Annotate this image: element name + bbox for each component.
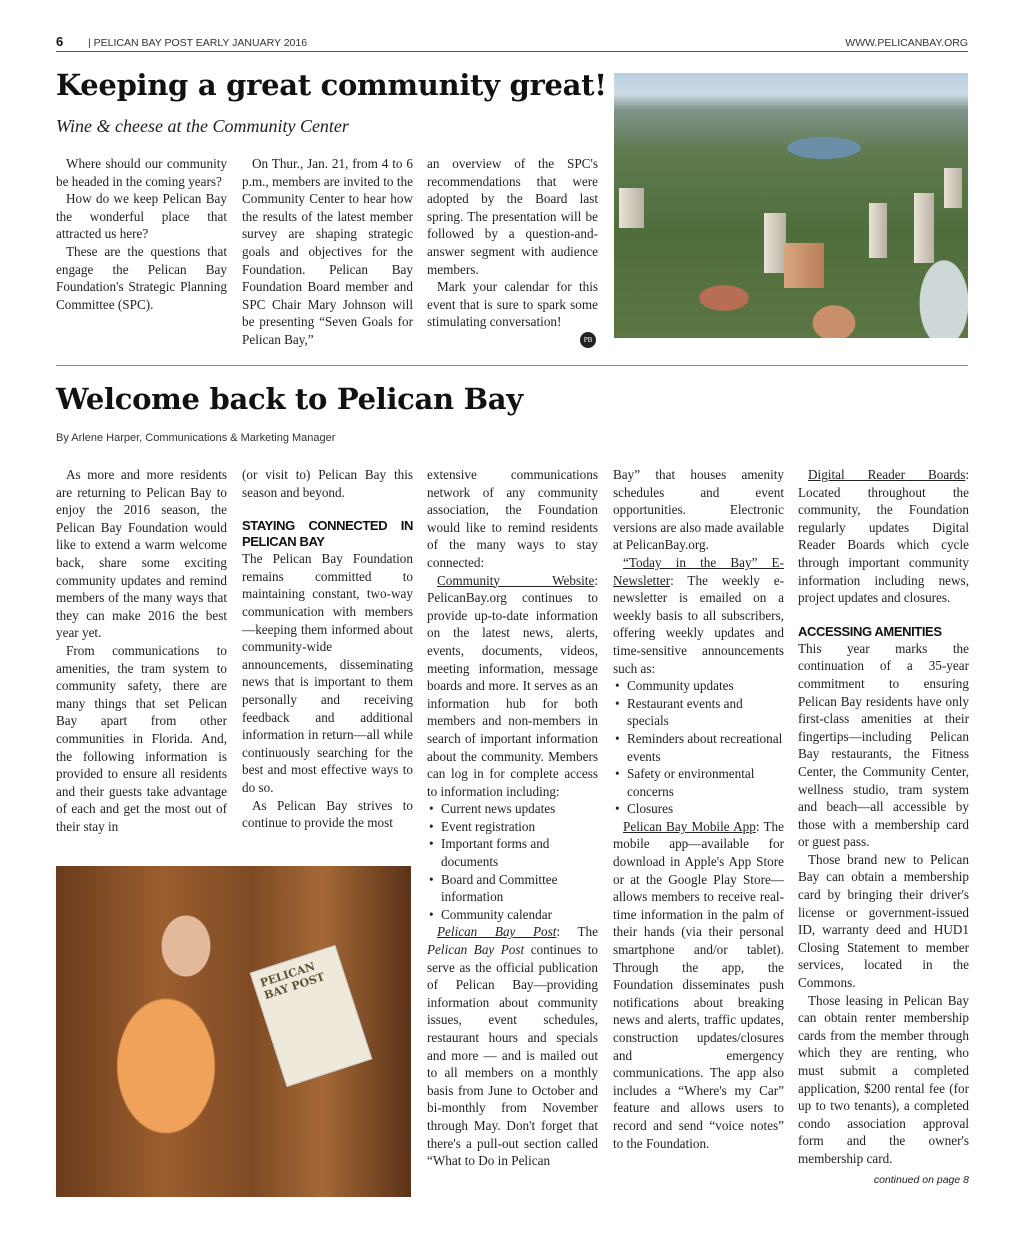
byline: By Arlene Harper, Communications & Marketing Manager — [56, 432, 336, 444]
article2-column-1 — [56, 466, 227, 835]
article1-title: Keeping a great community great! — [56, 68, 607, 102]
paragraph: (or visit to) Pelican Bay this season and beyond. — [242, 467, 413, 500]
list-item: • Closures — [613, 800, 784, 818]
publication-info: | PELICAN BAY POST EARLY JANUARY 2016 — [88, 37, 308, 49]
list-item: • Restaurant events and specials — [613, 695, 784, 730]
paragraph: Digital Reader Boards: Located throughout the community, the Foundation regularly updates Digital Reader Boards which cycle through important community information including news, project updates and closures. — [798, 467, 969, 606]
paragraph: Those brand new to Pelican Bay can obtain a membership card by bringing their driver's license or government-issued ID, warranty deed and HUD1 Closing Statement to member services, located in the Commons. — [798, 851, 969, 991]
paragraph: This year marks the continuation of a 35-year commitment to ensuring Pelican Bay residents have only first-class amenities at their fingertips—including Pelican Bay restaurants, the Fitness Center, the Community Center, wellness studio, tram system and beach—all accessible by those with a membership card or guest pass. — [798, 640, 969, 850]
section-heading: ACCESSING AMENITIES — [798, 623, 942, 639]
list-item: • Reminders about recreational events — [613, 730, 784, 765]
paragraph: From communications to amenities, the tram system to community safety, there are many things that set Pelican Bay apart from other communities in Florida. And, the following information is provided to ensure all residents and their guests take advantage of each and get the most out of their stay in — [56, 642, 227, 834]
end-mark-icon: PB — [580, 332, 596, 348]
list-item: • Current news updates — [427, 800, 598, 818]
paragraph: On Thur., Jan. 21, from 4 to 6 p.m., members are invited to the Community Center to hear how the results of the latest member survey are shaping strategic goals and objectives for the Foundation. Pelican Bay Foundation Board member and SPC Chair Mary Johnson will be presenting “Seven Goals for Pelican Bay,” — [242, 156, 413, 347]
article2-column-4 — [613, 466, 784, 1152]
article1-column-2 — [242, 155, 413, 349]
newspaper-in-photo: PELICAN BAY POST — [250, 945, 373, 1087]
section-heading: STAYING CONNECTED IN PELICAN BAY — [242, 518, 413, 550]
article1-column-1 — [56, 155, 227, 313]
list-item: • Community updates — [613, 677, 784, 695]
lead-in: Community Website — [437, 572, 595, 588]
paragraph: Where should our community be headed in the coming years? — [56, 156, 227, 189]
lead-in: Digital Reader Boards — [808, 467, 966, 482]
paragraph: The Pelican Bay Foundation remains committed to maintaining constant, two-way communication with members—keeping them informed about community-wide announcements, disseminating news that is important to them personally and receiving feedback and additional information in return—all while continuously searching for the best and most effective ways to do so. — [242, 551, 413, 795]
list-item: • Important forms and documents — [427, 835, 598, 870]
lead-in: Pelican Bay Post — [437, 924, 557, 940]
paragraph: Pelican Bay Post: The Pelican Bay Post continues to serve as the official publication of Pelican Bay—providing information about community issues, event schedules, restaurant hours and specials and more — and is mailed out to all members on a monthly basis from June to October and bi-monthly from November through May. Don't forget that there's a pull-out section called “What to Do in Pelican — [427, 924, 598, 1169]
article1-column-3 — [427, 155, 598, 331]
article1-subtitle: Wine & cheese at the Community Center — [56, 116, 349, 136]
paragraph: Bay” that houses amenity schedules and event opportunities. Electronic versions are also made available at PelicanBay.org. — [613, 467, 784, 553]
photo-man-reading-newspaper — [56, 866, 411, 1197]
list-item: • Board and Committee information — [427, 871, 598, 906]
list-item: • Event registration — [427, 818, 598, 836]
list-item: • Community calendar — [427, 906, 598, 924]
paragraph: extensive communications network of any community association, the Foundation would like to remind residents of the many ways to stay connected: — [427, 467, 598, 570]
paragraph: an overview of the SPC's recommendations that were adopted by the Board last spring. The presentation will be followed by a question-and-answer segment with audience members. — [427, 156, 598, 277]
article2-title: Welcome back to Pelican Bay — [56, 382, 523, 416]
continued-link[interactable]: continued on page 8 — [873, 1173, 969, 1186]
paragraph: Mark your calendar for this event that is sure to spark some stimulating conversation! — [427, 279, 598, 330]
lead-in: “Today in the Bay” E-Newsletter — [613, 554, 784, 588]
article2-column-2 — [242, 466, 413, 832]
paragraph: These are the questions that engage the Pelican Bay Foundation's Strategic Planning Committee (SPC). — [56, 243, 227, 312]
paragraph: Those leasing in Pelican Bay can obtain renter membership cards from the member through which they are renting, who must submit a completed application, $200 rental fee (for up to two tenants), a completed condo association approval form and the owner's membership card. — [798, 992, 969, 1166]
aerial-photo — [614, 73, 968, 338]
paragraph: Community Website: PelicanBay.org continues to provide up-to-date information on the latest news, alerts, events, documents, videos, meeting information, message boards and more. It serves as an information hub for both members and non-members in search of important information about the community. Members can log in for complete access to information including: — [427, 572, 598, 799]
paragraph: As more and more residents are returning to Pelican Bay to enjoy the 2016 season, the Pelican Bay Foundation would like to extend a warm welcome back, share some exciting community updates and remind members of the many ways that they can make 2016 the best year yet. — [56, 467, 227, 641]
article2-column-5 — [798, 466, 969, 1189]
bullet-list — [427, 800, 598, 923]
bullet-list — [613, 677, 784, 818]
lead-in: Pelican Bay Mobile App — [623, 818, 756, 834]
paragraph: As Pelican Bay strives to continue to provide the most — [242, 797, 413, 831]
paragraph: “Today in the Bay” E-Newsletter: The weekly e-newsletter is emailed on a weekly basis to all subscribers, offering weekly updates and time-sensitive announcements such as: — [613, 554, 784, 676]
paragraph: Pelican Bay Mobile App: The mobile app—available for download in Apple's App Store or at the Google Play Store—allows members to receive real-time information in the palm of their hands (via their personal smartphone and/or tablet). Through the app, the Foundation disseminates push notifications about breaking news and alerts, traffic updates, construction updates/closures and emergency communications. The app also includes a “Where's my Car” feature and allows users to record and send “voice notes” to the Foundation. — [613, 818, 784, 1151]
paragraph: How do we keep Pelican Bay the wonderful place that attracted us here? — [56, 191, 227, 242]
list-item: • Safety or environmental concerns — [613, 765, 784, 800]
page-header — [56, 36, 968, 52]
section-divider — [56, 365, 968, 366]
article2-column-3 — [427, 466, 598, 1170]
page-number: 6 — [56, 34, 64, 49]
website-url[interactable]: WWW.PELICANBAY.ORG — [845, 37, 968, 49]
